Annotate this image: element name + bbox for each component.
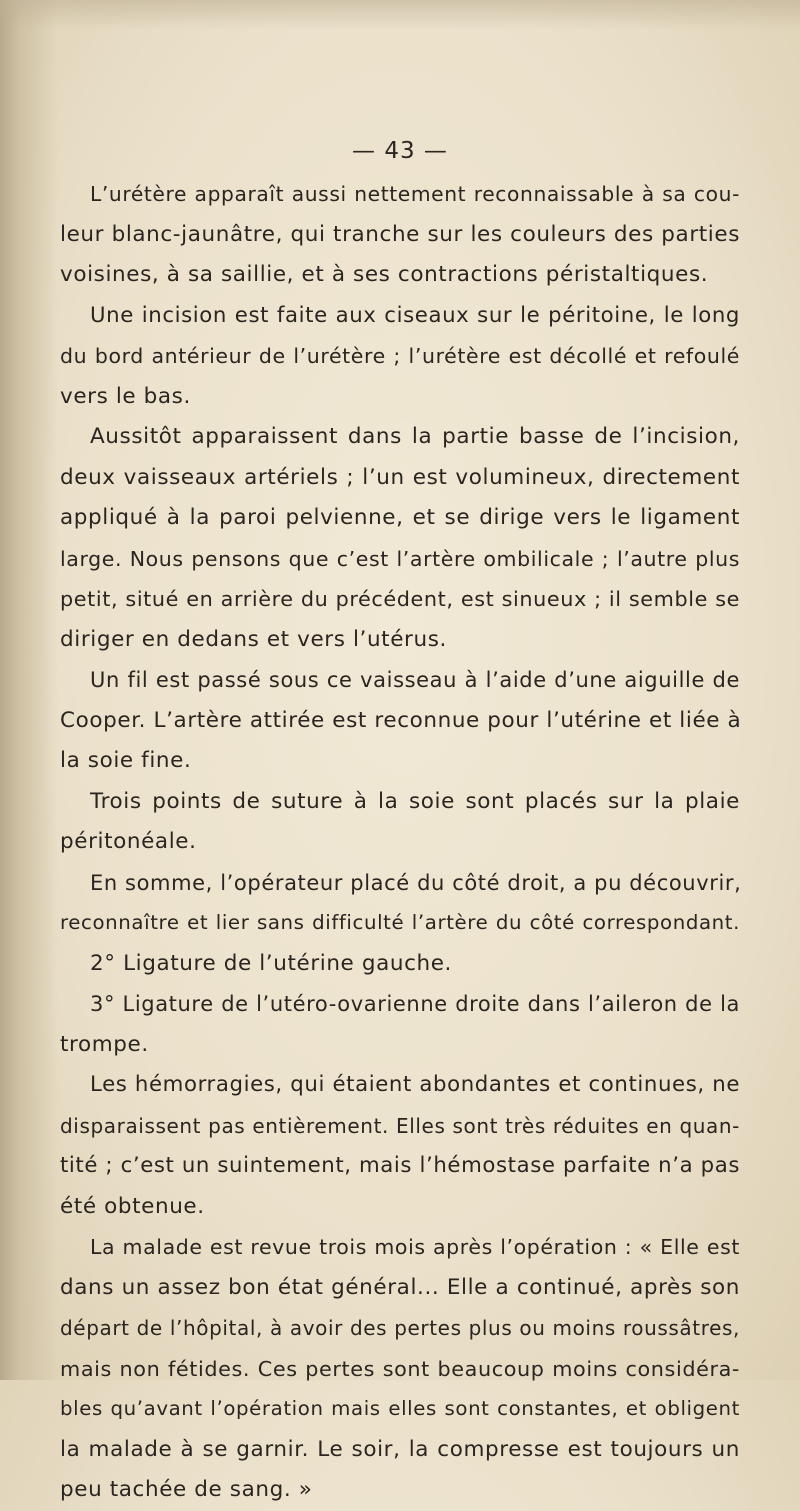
text-line: L’urétère apparaît aussi nettement reconnaissable à sa cou-	[90, 182, 740, 206]
text-line: la malade à se garnir. Le soir, la compresse est toujours un	[60, 1436, 740, 1462]
page-top-shadow	[0, 0, 800, 30]
text-line: départ de l’hôpital, à avoir des pertes plus ou moins roussâtres,	[60, 1316, 740, 1340]
text-line: bles qu’avant l’opération mais elles sont constantes, et obligent	[60, 1397, 740, 1420]
text-line: mais non fétides. Ces pertes sont beaucoup moins considéra-	[60, 1356, 740, 1381]
text-line: Cooper. L’artère attirée est reconnue pour l’utérine et liée à	[60, 707, 742, 733]
text-line: leur blanc-jaunâtre, qui tranche sur les couleurs des parties	[60, 221, 740, 247]
text-line: Aussitôt apparaissent dans la partie basse de l’incision,	[90, 424, 740, 449]
text-line: peu tachée de sang. »	[60, 1477, 313, 1502]
text-line: disparaissent pas entièrement. Elles sont très réduites en quan-	[60, 1113, 740, 1138]
body-text	[60, 174, 740, 1511]
text-line: trompe.	[60, 1031, 149, 1057]
text-line: deux vaisseaux artériels ; l’un est volumineux, directement	[60, 464, 740, 490]
text-line: 2° Ligature de l’utérine gauche.	[90, 950, 452, 976]
page-number: — 43 —	[352, 138, 448, 164]
text-line: diriger en dedans et vers l’utérus.	[60, 626, 447, 652]
text-line: large. Nous pensons que c’est l’artère ombilicale ; l’autre plus	[60, 546, 740, 571]
page-gutter-shadow	[0, 0, 58, 1380]
text-line: tité ; c’est un suintement, mais l’hémostase parfaite n’a pas	[60, 1153, 740, 1178]
text-line: 3° Ligature de l’utéro-ovarienne droite dans l’aileron de la	[90, 992, 740, 1016]
text-line: dans un assez bon état général... Elle a continué, après son	[60, 1274, 740, 1300]
text-line: reconnaître et lier sans difficulté l’artère du côté correspondant.	[60, 911, 740, 934]
text-line: En somme, l’opérateur placé du côté droit, a pu découvrir,	[90, 870, 742, 895]
text-line: Trois points de suture à la soie sont placés sur la plaie	[90, 788, 740, 814]
text-line: Une incision est faite aux ciseaux sur le péritoine, le long	[90, 302, 740, 328]
text-line: vers le bas.	[60, 383, 191, 409]
text-line: Un fil est passé sous ce vaisseau à l’aide d’une aiguille de	[90, 668, 740, 692]
text-line: péritonéale.	[60, 829, 197, 854]
text-line: du bord antérieur de l’urétère ; l’urétère est décollé et refoulé	[60, 344, 740, 368]
text-line: voisines, à sa saillie, et à ses contractions péristaltiques.	[60, 262, 709, 287]
text-line: appliqué à la paroi pelvienne, et se dirige vers le ligament	[60, 505, 740, 530]
text-line: petit, situé en arrière du précédent, est sinueux ; il semble se	[60, 587, 740, 611]
text-line: été obtenue.	[60, 1193, 205, 1219]
text-line: Les hémorragies, qui étaient abondantes et continues, ne	[90, 1072, 740, 1097]
text-line: La malade est revue trois mois après l’opération : « Elle est	[90, 1235, 740, 1259]
text-line: la soie fine.	[60, 748, 192, 773]
